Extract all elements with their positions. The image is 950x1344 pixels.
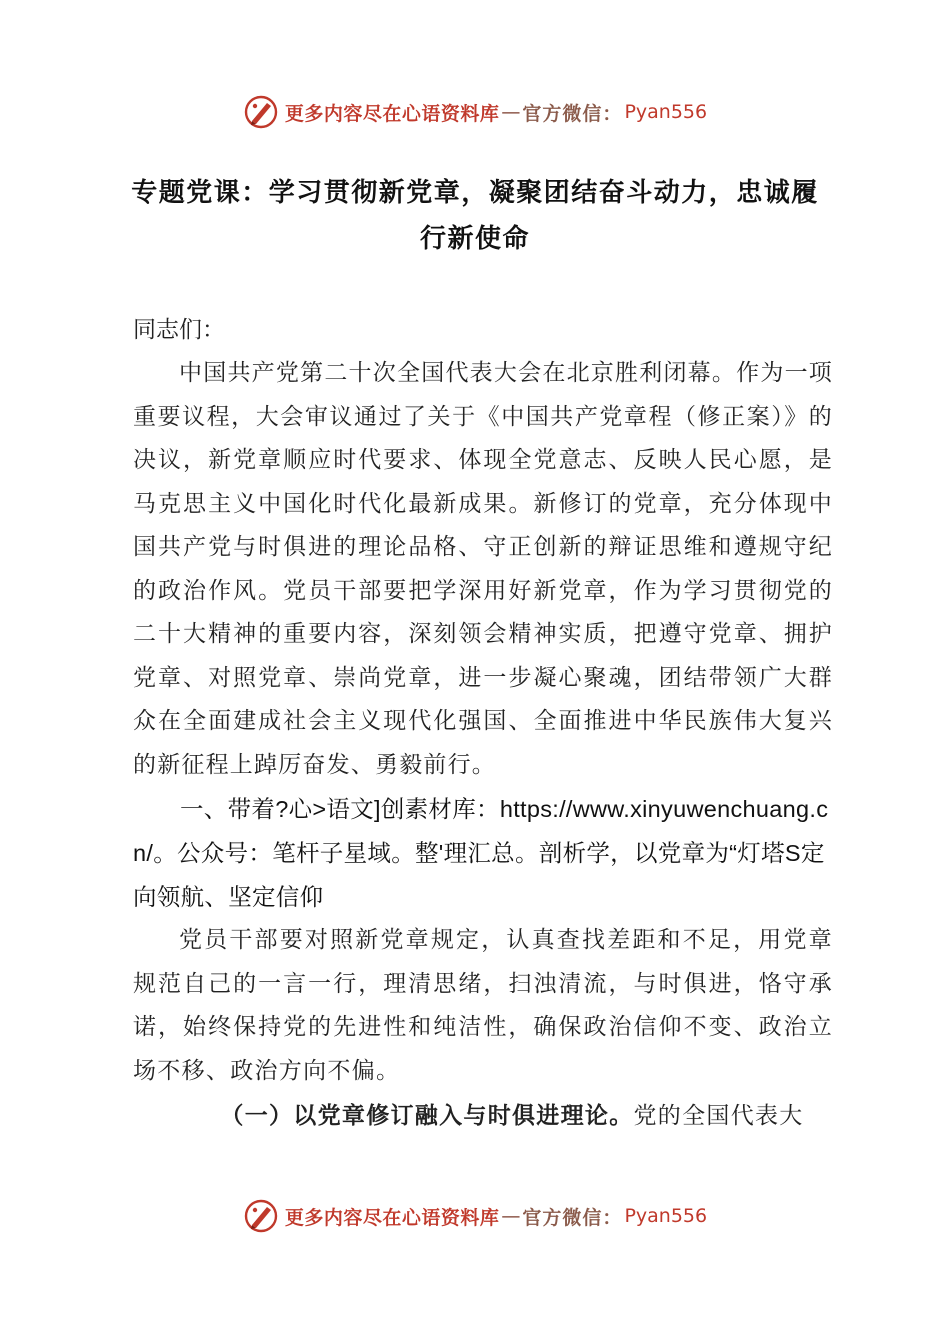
pen-logo-icon	[243, 94, 279, 130]
section-paragraph-1: 党员干部要对照新党章规定，认真查找差距和不足，用党章规范自己的一言一行，理清思绪，扫浊清流，与时俱进，恪守承诺，始终保持党的先进性和纯洁性，确保政治信仰不变、政治立场不移、政治方向不偏。	[133, 927, 833, 1084]
subsection-1-text: 党的全国代表大	[633, 1103, 804, 1129]
salutation: 同志们：	[133, 317, 225, 343]
subsection-1	[133, 1093, 833, 1139]
brand-text: 更多内容尽在心语资料库	[284, 1206, 500, 1229]
section-heading-1: 一、带着?心>语文]创素材库：https://www.xinyuwenchuang.cn/。公众号：笔杆子星域。整'理汇总。剖析学，以党章为“灯塔S定向领航、坚定信仰	[133, 796, 829, 910]
wechat-id: Pyan556	[624, 1205, 708, 1227]
footer-watermark-banner	[0, 1196, 950, 1236]
brand-separator: —	[501, 101, 521, 123]
brand-text: 更多内容尽在心语资料库	[284, 102, 500, 125]
subsection-1-title: （一）以党章修订融入与时俱进理论。	[220, 1103, 634, 1129]
header-watermark-banner	[0, 92, 950, 132]
intro-paragraph: 中国共产党第二十次全国代表大会在北京胜利闭幕。作为一项重要议程，大会审议通过了关于《中国共产党章程（修正案）》的决议，新党章顺应时代要求、体现全党意志、反映人民心愿，是马克思主义中国化时代化最新成果。新修订的党章，充分体现中国共产党与时俱进的理论品格、守正创新的辩证思维和遵规守纪的政治作风。党员干部要把学深用好新党章，作为学习贯彻党的二十大精神的重要内容，深刻领会精神实质，把遵守党章、拥护党章、对照党章、崇尚党章，进一步凝心聚魂，团结带领广大群众在全面建成社会主义现代化强国、全面推进中华民族伟大复兴的新征程上踔厉奋发、勇毅前行。	[133, 360, 833, 778]
wechat-label: 官方微信：	[522, 1206, 623, 1229]
wechat-id: Pyan556	[624, 101, 708, 123]
wechat-label: 官方微信：	[522, 102, 623, 125]
document-title: 专题党课：学习贯彻新党章，凝聚团结奋斗动力，忠诚履行新使命	[131, 178, 819, 254]
brand-separator: —	[501, 1205, 521, 1227]
document-body	[133, 308, 833, 1139]
pen-logo-icon	[243, 1198, 279, 1234]
